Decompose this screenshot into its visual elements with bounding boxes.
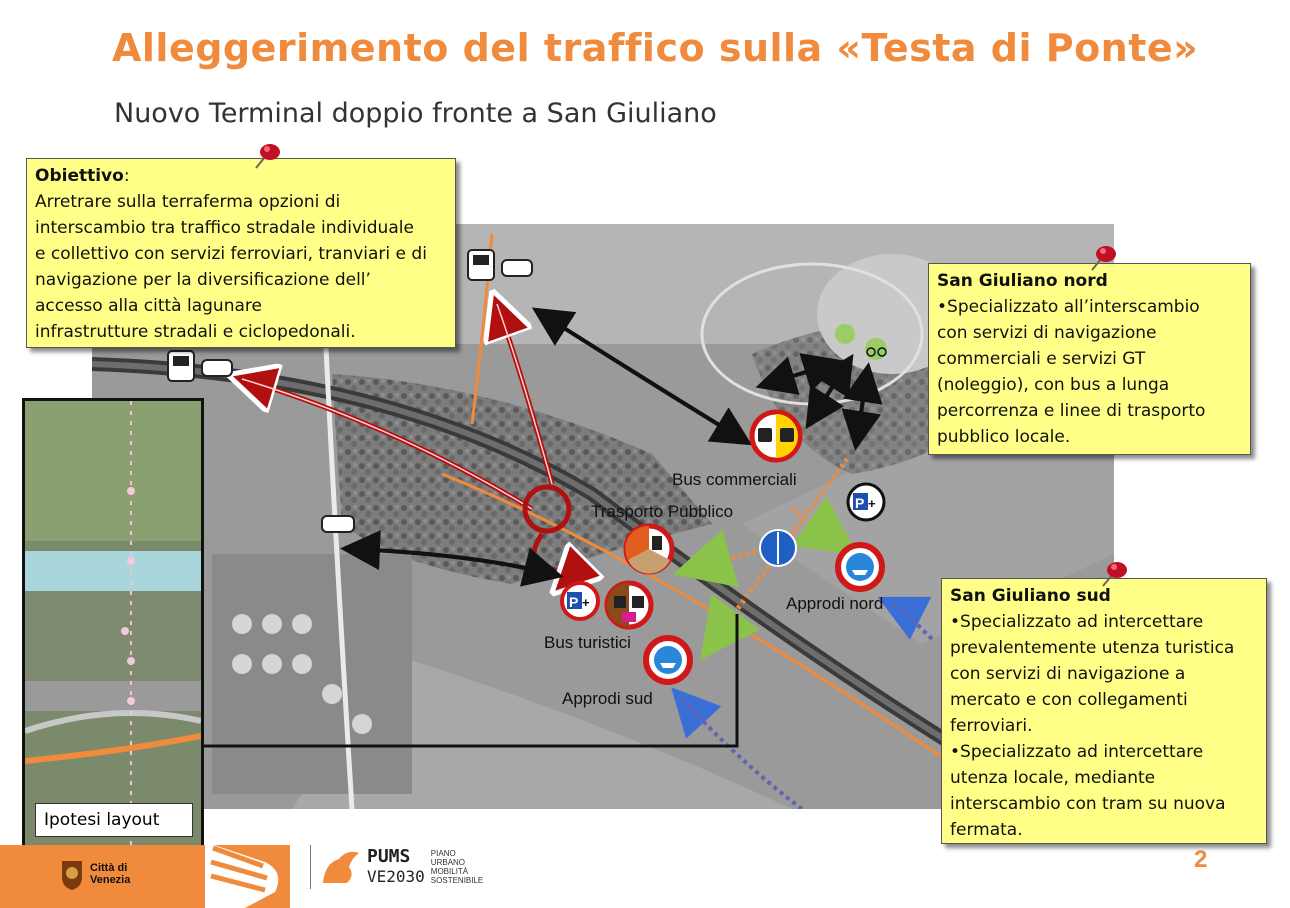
parking-icon	[562, 583, 598, 619]
objective-note	[26, 158, 456, 348]
ve2030-text: VE2030	[367, 867, 425, 886]
sud-line: fermata.	[950, 820, 1023, 840]
approdi-nord-icon	[838, 545, 882, 589]
label-trasporto-pubblico: Trasporto Pubblico	[591, 502, 734, 521]
inset-label: Ipotesi layout	[35, 803, 193, 837]
objective-heading: Obiettivo	[35, 166, 124, 186]
sud-line: con servizi di navigazione a	[950, 664, 1186, 684]
slide-title: Alleggerimento del traffico sulla «Testa di Ponte»	[112, 26, 1199, 70]
objective-line: infrastrutture stradali e ciclopedonali.	[35, 322, 356, 342]
label-bus-turistici: Bus turistici	[544, 633, 631, 652]
pushpin-icon	[250, 138, 284, 172]
page-number: 2	[1194, 846, 1208, 873]
city-logo	[60, 857, 130, 891]
pushpin-icon	[1086, 240, 1120, 274]
sud-line: •Specializzato ad intercettare	[950, 742, 1204, 762]
pums-logo	[310, 845, 483, 889]
objective-heading-line	[35, 163, 447, 189]
trasporto-pubblico-icon	[625, 526, 672, 574]
venezia-crest-icon	[60, 857, 84, 891]
objective-line: accesso alla città lagunare	[35, 296, 262, 316]
objective-line: navigazione per la diversificazione dell’	[35, 270, 371, 290]
approdi-sud-icon	[646, 638, 690, 682]
piano-line: SOSTENIBILE	[430, 876, 484, 885]
nord-line: pubblico locale.	[937, 427, 1071, 447]
svg-text:P: P	[569, 594, 579, 610]
objective-colon: :	[123, 166, 130, 186]
sud-line: prevalentemente utenza turistica	[950, 638, 1235, 658]
sud-line: ferroviari.	[950, 716, 1033, 736]
sud-line: •Specializzato ad intercettare	[950, 612, 1204, 632]
city-name-line2: Venezia	[90, 874, 131, 886]
svg-text:+: +	[582, 595, 590, 610]
city-name-line1: Città di	[90, 862, 128, 874]
slide-subtitle: Nuovo Terminal doppio fronte a San Giuliano	[114, 98, 717, 129]
bus-commerciali-icon	[752, 412, 800, 460]
piano-line: URBANO	[430, 858, 466, 867]
nord-line: percorrenza e linee di trasporto	[937, 401, 1206, 421]
nord-line: (noleggio), con bus a lunga	[937, 375, 1170, 395]
sud-note	[941, 578, 1267, 844]
bicycle-icon	[865, 338, 887, 360]
objective-line: Arretrare sulla terraferma opzioni di	[35, 192, 341, 212]
objective-line: interscambio tra traffico stradale individuale	[35, 218, 414, 238]
sud-line: utenza locale, mediante	[950, 768, 1156, 788]
svg-text:+: +	[868, 496, 876, 511]
nord-line: con servizi di navigazione	[937, 323, 1157, 343]
pedestrian-icon	[835, 324, 855, 344]
label-approdi-nord: Approdi nord	[786, 594, 884, 613]
nord-note	[928, 263, 1251, 455]
lion-icon	[319, 847, 363, 887]
wing-logo-icon	[205, 842, 295, 908]
inset-map	[25, 401, 201, 847]
nord-heading: San Giuliano nord	[937, 271, 1108, 291]
label-bus-commerciali: Bus commerciali	[672, 470, 797, 489]
ped-bike-sign-icon	[760, 530, 796, 566]
bus-turistici-icon	[607, 583, 651, 627]
sud-heading: San Giuliano sud	[950, 586, 1111, 606]
svg-text:P: P	[855, 495, 865, 511]
pushpin-icon	[1097, 556, 1131, 590]
parking-nord-icon	[848, 484, 884, 520]
sud-line: interscambio con tram su nuova	[950, 794, 1226, 814]
piano-line: PIANO	[430, 849, 456, 858]
label-approdi-sud: Approdi sud	[562, 689, 653, 708]
nord-line: •Specializzato all’interscambio	[937, 297, 1200, 317]
sud-line: mercato e con collegamenti	[950, 690, 1188, 710]
layout-inset	[22, 398, 204, 850]
objective-line: e collettivo con servizi ferroviari, tranviari e di	[35, 244, 427, 264]
pums-text: PUMS	[367, 846, 411, 867]
car-icon	[322, 516, 354, 532]
piano-line: MOBILITÀ	[430, 867, 469, 876]
nord-line: commerciali e servizi GT	[937, 349, 1146, 369]
